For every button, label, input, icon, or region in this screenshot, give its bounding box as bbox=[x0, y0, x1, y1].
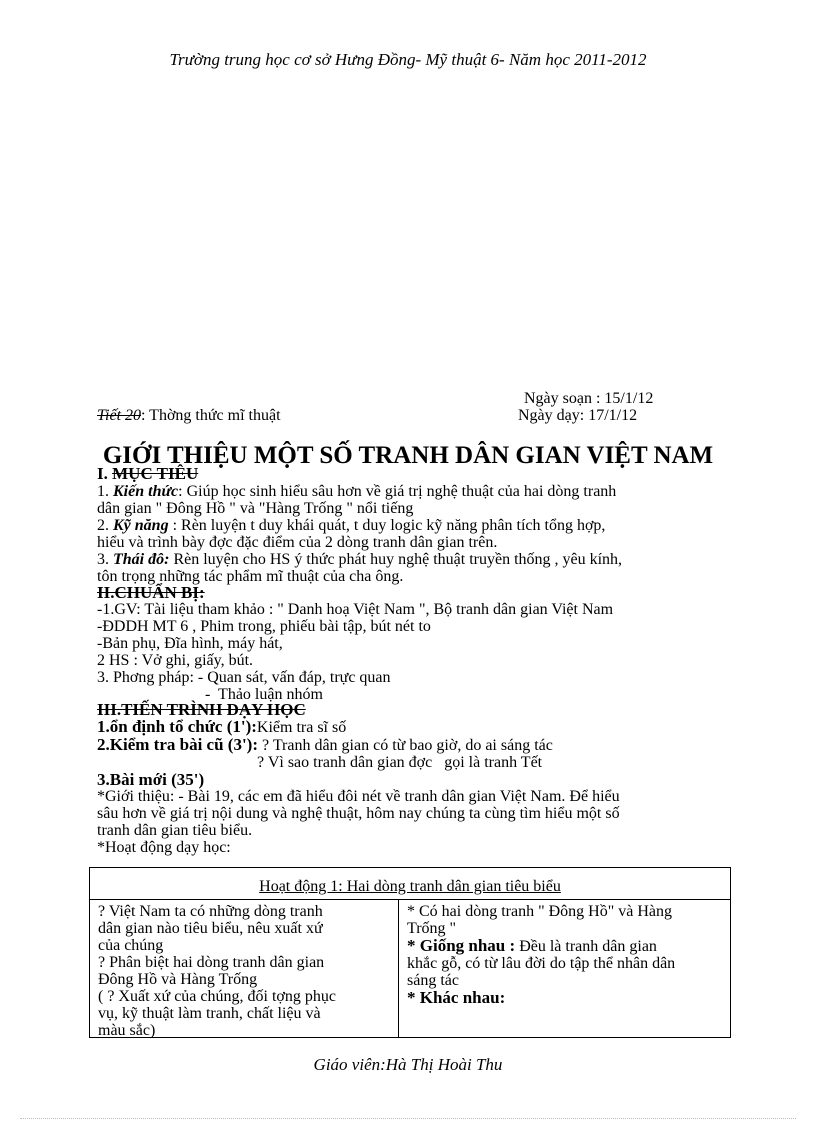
tien-trinh-section bbox=[97, 701, 737, 856]
hoat-dong-line: *Hoạt động dạy học: bbox=[97, 839, 231, 856]
kien-thuc-line-1: 1. Kiến thức: Giúp học sinh hiểu sâu hơn về giá trị nghệ thuật của hai dòng tranh bbox=[97, 483, 617, 500]
student-answers-cell bbox=[399, 900, 730, 1037]
on-dinh-line: 1.ổn định tổ chức (1'):Kiểm tra sĩ số bbox=[97, 717, 347, 736]
chuan-bi-line-1: -1.GV: Tài liệu tham khảo : " Danh hoạ Việt Nam ", Bộ tranh dân gian Việt Nam bbox=[97, 601, 614, 618]
thai-do-line-2: tôn trọng những tác phẩm mĩ thuật của cha ông. bbox=[97, 568, 404, 585]
muc-tieu-section bbox=[97, 465, 737, 585]
question-line: ( ? Xuất xứ của chúng, đối tợng phục bbox=[98, 988, 336, 1005]
question-line: của chúng bbox=[98, 937, 164, 954]
ngay-day: Ngày dạy: 17/1/12 bbox=[518, 407, 638, 424]
tiet-rest: : Thờng thức mĩ thuật bbox=[141, 407, 281, 424]
chuan-bi-line-4: 2 HS : Vở ghi, giấy, bút. bbox=[97, 652, 254, 669]
bai-moi-heading: 3.Bài mới (35') bbox=[97, 770, 205, 789]
answer-line: * Có hai dòng tranh " Đông Hồ" và Hàng bbox=[407, 903, 673, 920]
kiem-tra-line-1: 2.Kiểm tra bài cũ (3'): ? Tranh dân gian có từ bao giờ, do ai sáng tác bbox=[97, 735, 553, 754]
tien-trinh-heading: III.TIẾN TRÌNH DẠY HỌC bbox=[97, 700, 306, 719]
chuan-bi-line-6: - Thảo luận nhóm bbox=[97, 686, 323, 703]
lesson-title: GIỚI THIỆU MỘT SỐ TRANH DÂN GIAN VIỆT NAM bbox=[102, 442, 714, 469]
chuan-bi-line-3: -Bản phụ, Đĩa hình, máy hát, bbox=[97, 635, 283, 652]
question-line: màu sắc) bbox=[98, 1022, 156, 1039]
gioi-thieu-line-2: sâu hơn về giá trị nội dung và nghệ thuật, hôm nay chúng ta cùng tìm hiểu một số bbox=[97, 805, 620, 822]
page-header: Trường trung học cơ sở Hưng Đồng- Mỹ thuật 6- Năm học 2011-2012 bbox=[169, 50, 647, 69]
question-line: vụ, kỹ thuật làm tranh, chất liệu và bbox=[98, 1005, 321, 1022]
question-line: ? Phân biệt hai dòng tranh dân gian bbox=[98, 954, 325, 971]
answer-line: Trống " bbox=[407, 920, 457, 937]
giong-nhau-line: * Giống nhau : Đều là tranh dân gian bbox=[407, 936, 657, 955]
chuan-bi-section bbox=[97, 584, 737, 703]
ngay-soan: Ngày soạn : 15/1/12 bbox=[524, 390, 654, 407]
answer-line: sáng tác bbox=[407, 972, 459, 989]
tiet-label: Tiết 20 bbox=[97, 407, 142, 424]
page-bottom-divider bbox=[20, 1118, 796, 1119]
chuan-bi-line-2: -ĐDDH MT 6 , Phim trong, phiếu bài tập, bút nét to bbox=[97, 618, 431, 635]
chuan-bi-heading: II.CHUẨN BỊ: bbox=[97, 583, 205, 602]
gioi-thieu-line-1: *Giới thiệu: - Bài 19, các em đã hiểu đôi nét về tranh dân gian Việt Nam. Để hiểu bbox=[97, 788, 620, 805]
question-line: ? Việt Nam ta có những dòng tranh bbox=[98, 903, 323, 920]
activity-table-title: Hoạt động 1: Hai dòng tranh dân gian tiêu biểu bbox=[259, 878, 561, 895]
muc-tieu-heading: I. MỤC TIÊU bbox=[97, 464, 199, 483]
ky-nang-line-2: hiểu và trình bày đợc đặc điểm của 2 dòng tranh dân gian trên. bbox=[97, 534, 498, 551]
gioi-thieu-line-3: tranh dân gian tiêu biểu. bbox=[97, 822, 253, 839]
tiet-line bbox=[97, 407, 281, 425]
page-footer: Giáo viên:Hà Thị Hoài Thu bbox=[313, 1055, 503, 1074]
activity-table bbox=[89, 867, 731, 1038]
khac-nhau-label: * Khác nhau: bbox=[407, 988, 506, 1007]
question-line: Đông Hồ và Hàng Trống bbox=[98, 971, 258, 988]
question-line: dân gian nào tiêu biểu, nêu xuất xứ bbox=[98, 920, 323, 937]
kiem-tra-line-2: ? Vì sao tranh dân gian đợc gọi là tranh Tết bbox=[97, 754, 543, 771]
activity-table-header bbox=[90, 868, 730, 900]
ky-nang-line-1: 2. Kỹ năng : Rèn luyện t duy khái quát, t duy logic kỹ năng phân tích tổng hợp, bbox=[97, 517, 606, 534]
chuan-bi-line-5: 3. Phơng pháp: - Quan sát, vấn đáp, trực quan bbox=[97, 669, 391, 686]
kien-thuc-line-2: dân gian " Đông Hồ " và "Hàng Trống " nổi tiếng bbox=[97, 500, 414, 517]
activity-table-row bbox=[90, 900, 730, 1037]
teacher-questions-cell bbox=[90, 900, 399, 1037]
answer-line: khắc gỗ, có từ lâu đời do tập thể nhân dân bbox=[407, 955, 676, 972]
thai-do-line-1: 3. Thái đô: Rèn luyện cho HS ý thức phát huy nghệ thuật truyền thống , yêu kính, bbox=[97, 551, 623, 568]
